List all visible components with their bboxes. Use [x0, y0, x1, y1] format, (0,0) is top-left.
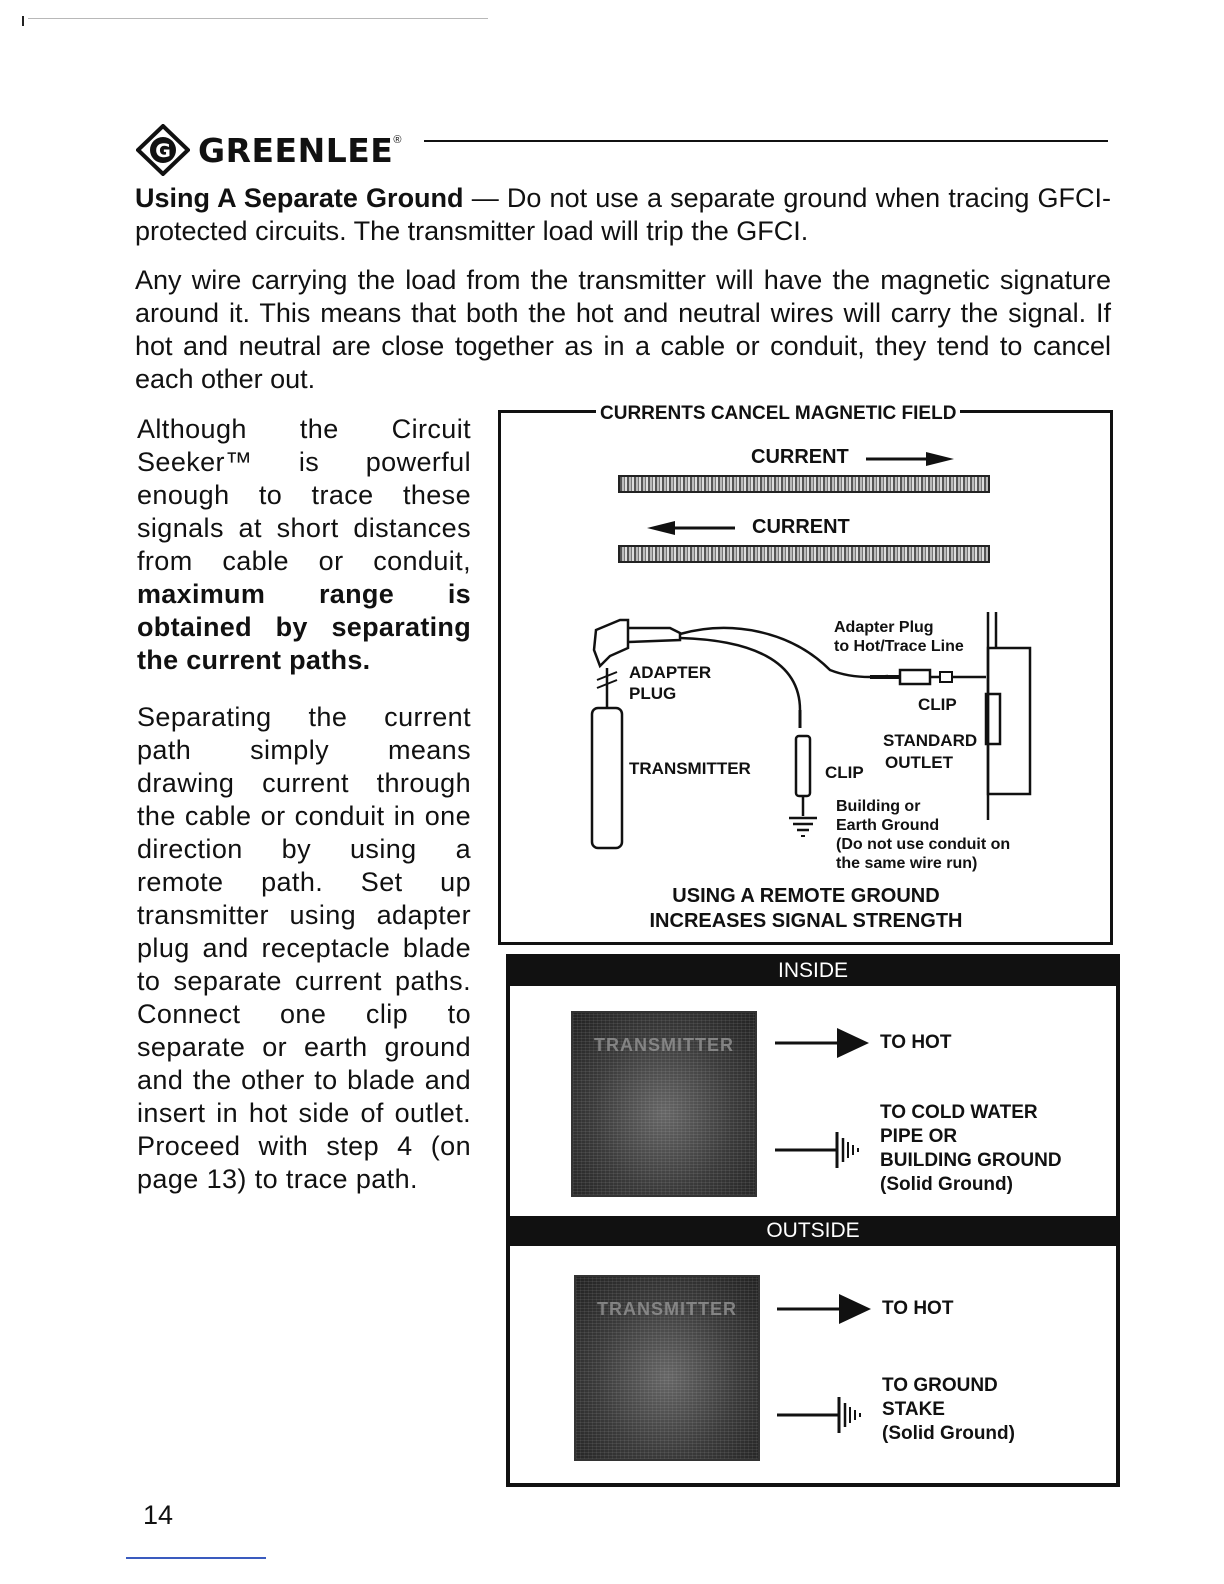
clip-label-right: CLIP	[918, 695, 957, 714]
inside-to-ground-line-3: BUILDING GROUND	[880, 1150, 1062, 1171]
ground-note-line-3: (Do not use conduit on	[836, 836, 1011, 853]
ground-clip	[796, 736, 810, 796]
adapter-plug-hot-line-2: to Hot/Trace Line	[834, 638, 964, 655]
inside-transmitter-label: TRANSMITTER	[594, 1035, 734, 1055]
inside-transmitter-image	[571, 1011, 757, 1197]
ground-note-line-2: Earth Ground	[836, 817, 940, 834]
intro-paragraph-1	[135, 182, 1111, 248]
brand-name: GREENLEE	[198, 130, 394, 170]
inside-band: INSIDE	[506, 956, 1120, 986]
wire-top	[618, 475, 990, 493]
hot-clip	[900, 670, 930, 684]
inside-ground-symbol-icon	[775, 1130, 885, 1170]
outside-to-ground-line-2: STAKE	[882, 1399, 945, 1420]
current-label-bottom: CURRENT	[752, 516, 850, 538]
left-paragraph-1	[137, 413, 471, 677]
outside-hot-arrow-icon	[777, 1292, 873, 1326]
page-number: 14	[143, 1500, 174, 1530]
scan-artifact-line	[28, 18, 488, 19]
standard-outlet-line-1: STANDARD	[883, 731, 978, 750]
inside-hot-arrow-icon	[775, 1026, 871, 1060]
outside-ground-symbol-icon	[777, 1395, 887, 1435]
adapter-plug-hot-line-1: Adapter Plug	[834, 619, 934, 636]
outside-band: OUTSIDE	[506, 1216, 1120, 1246]
diagram-title: CURRENTS CANCEL MAGNETIC FIELD	[596, 403, 960, 425]
adapter-plug-shape	[594, 620, 628, 666]
standard-outlet-label	[883, 730, 977, 774]
inside-to-ground	[880, 1101, 1062, 1197]
outside-transmitter-image	[574, 1275, 760, 1461]
header-rule	[424, 140, 1108, 142]
left-paragraph-1-text: Although the Circuit Seeker™ is powerful enough to trace these signals at short distances from cable or conduit,	[137, 414, 471, 576]
inside-to-ground-line-1: TO COLD WATER	[880, 1102, 1038, 1123]
left-column	[137, 413, 471, 1196]
current-label-top: CURRENT	[751, 446, 849, 468]
scan-artifact-line	[22, 16, 24, 26]
inside-to-ground-line-2: PIPE OR	[880, 1126, 958, 1147]
standard-outlet	[988, 648, 1030, 794]
ground-note-line-4: the same wire run)	[836, 855, 978, 872]
outside-to-ground	[882, 1374, 1015, 1446]
left-paragraph-1-bold: maximum range is obtained by separating the current paths.	[137, 579, 471, 675]
arrow-left-icon	[645, 518, 737, 538]
trademark-mark: ®	[393, 134, 402, 146]
standard-outlet-line-2: OUTLET	[885, 753, 953, 772]
diagram-caption-line-2: INCREASES SIGNAL STRENGTH	[649, 910, 963, 932]
brand-header	[136, 124, 401, 176]
outside-to-ground-line-1: TO GROUND	[882, 1375, 998, 1396]
outside-to-hot: TO HOT	[882, 1298, 954, 1319]
ground-note-line-1: Building or	[836, 798, 921, 815]
adapter-plug-hot-label	[834, 618, 964, 656]
lead-text: — Do not use a separate ground when tracing GFCI-protected circuits. The transmitter load will trip the GFCI.	[135, 183, 1112, 246]
transmitter-body	[592, 708, 622, 848]
outside-to-ground-line-3: (Solid Ground)	[882, 1423, 1015, 1444]
intro-paragraph-2: Any wire carrying the load from the transmitter will have the magnetic signature around it. This means that both the hot and neutral wires will carry the signal. If hot and neutral are close together as in a cable or conduit, they tend to cancel each other out.	[135, 265, 1111, 394]
adapter-plug-line-1: ADAPTER	[629, 663, 712, 682]
arrow-right-icon	[866, 449, 956, 469]
logo-letter: G	[155, 140, 171, 162]
clip-label-bottom: CLIP	[825, 763, 864, 782]
adapter-plug-line-2: PLUG	[629, 684, 677, 703]
greenlee-logo-icon	[136, 124, 190, 176]
inside-to-ground-line-4: (Solid Ground)	[880, 1174, 1013, 1195]
adapter-plug-label	[629, 662, 711, 704]
diagram-caption	[500, 884, 1112, 934]
footer-rule	[126, 1557, 266, 1559]
left-paragraph-2: Separating the current path simply means drawing current through the cable or conduit in one direction by using a remote path. Set up transmitter using adapter plug and receptacle blade to separate current paths. Connect one clip to separate or earth ground and the other to blade and insert in hot side of outlet. Proceed with step 4 (on page 13) to trace path.	[137, 702, 471, 1194]
wire-bottom	[618, 545, 990, 563]
ground-note	[836, 797, 1010, 873]
outside-transmitter-label: TRANSMITTER	[597, 1299, 737, 1319]
lead-heading: Using A Separate Ground	[135, 183, 464, 213]
diagram-caption-line-1: USING A REMOTE GROUND	[672, 885, 940, 907]
transmitter-label: TRANSMITTER	[629, 759, 751, 778]
inside-to-hot: TO HOT	[880, 1032, 952, 1053]
